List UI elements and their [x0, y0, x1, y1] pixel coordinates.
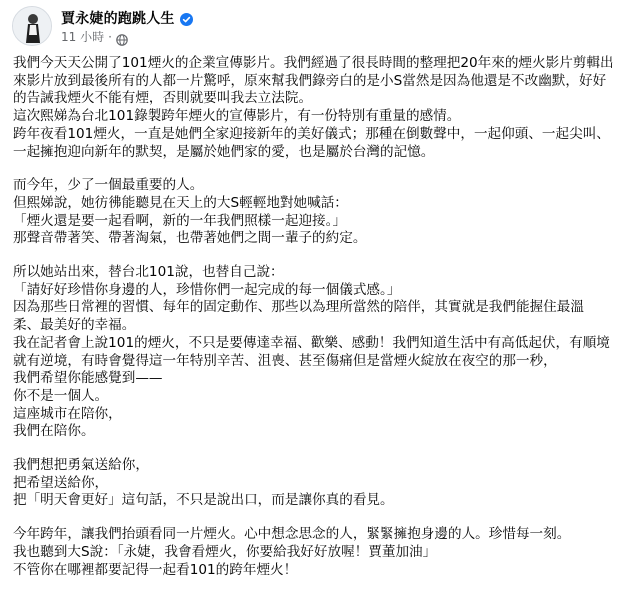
post-text-line: 的告誡我煙火不能有煙，否則就要叫我去立法院。	[13, 90, 313, 107]
post-paragraph	[13, 526, 633, 579]
post-text-line: 但熙娣說，她彷彿能聽見在天上的大S輕輕地對她喊話：	[13, 194, 348, 211]
globe-icon[interactable]	[116, 31, 128, 43]
post-text-line: 我們希望你能感覺到——	[13, 370, 163, 387]
post-timestamp[interactable]: 11 小時	[61, 30, 105, 44]
post-body	[13, 55, 633, 595]
post-text-line: 我們在陪你。	[13, 423, 95, 440]
post-text-line: 我在記者會上說101的煙火，不只是要傳達幸福、歡樂、感動！我們知道生活中有高低起伏，有順境	[13, 334, 610, 351]
post-text-line: 就有逆境，有時會覺得這一年特別辛苦、沮喪、甚至傷痛但是當煙火綻放在夜空的那一秒，	[13, 352, 557, 369]
post-paragraph	[13, 55, 633, 161]
timestamp-row	[61, 29, 193, 45]
verified-badge-icon	[180, 11, 193, 24]
separator-dot: ·	[108, 29, 112, 44]
post-text-line: 把希望送給你，	[13, 474, 109, 491]
post-paragraph	[13, 457, 633, 510]
author-name[interactable]: 賈永婕的跑跳人生	[61, 10, 175, 27]
post-text-line: 這次熙娣為台北101錄製跨年煙火的宣傳影片，有一份特別有重量的感情。	[13, 108, 461, 125]
post-text-line: 不管你在哪裡都要記得一起看101的跨年煙火！	[13, 561, 298, 578]
post-text-line: 我們今天天公開了101煙火的企業宣傳影片。我們經過了很長時間的整理把20年來的煙火影片剪輯出	[13, 55, 614, 71]
post-header	[12, 6, 193, 46]
post-text-line: 「請好好珍惜你身邊的人，珍惜你們一起完成的每一個儀式感。」	[13, 281, 401, 298]
post-text-line: 那聲音帶著笑、帶著淘氣，也帶著她們之間一輩子的約定。	[13, 230, 367, 247]
avatar-portrait-icon	[13, 7, 52, 46]
author-row	[61, 8, 193, 28]
post-text-line: 今年跨年，讓我們抬頭看同一片煙火。心中想念思念的人，緊緊擁抱身邊的人。珍惜每一刻。	[13, 526, 571, 543]
author-avatar[interactable]	[12, 6, 52, 46]
post-text-line: 因為那些日常裡的習慣、每年的固定動作、那些以為理所當然的陪伴，其實就是我們能握住最溫	[13, 299, 584, 316]
post-text-line: 我們想把勇氣送給你，	[13, 457, 149, 474]
post-meta	[61, 8, 193, 45]
post-text-line: 把「明天會更好」這句話，不只是說出口，而是讓你真的看見。	[13, 492, 394, 509]
post-text-line: 來影片放到最後所有的人都一片驚呼，原來幫我們錄旁白的是小S當然是因為他還是不改幽默，好好	[13, 72, 607, 89]
post-text-line: 一起擁抱迎向新年的默契，是屬於她們家的愛，也是屬於台灣的記憶。	[13, 143, 435, 160]
post-text-line: 所以她站出來，替台北101說，也替自己說：	[13, 264, 284, 281]
post-text-line: 這座城市在陪你，	[13, 405, 122, 422]
post-text-line: 我也聽到大S說：「永婕，我會看煙火，你要給我好好放喔！賈董加油」	[13, 543, 437, 560]
post-text-line: 你不是一個人。	[13, 387, 109, 404]
post-text-line: 柔、最美好的幸福。	[13, 317, 136, 334]
post-paragraph	[13, 264, 633, 441]
post-paragraph	[13, 177, 633, 248]
post-text-line: 而今年，少了一個最重要的人。	[13, 177, 204, 194]
post-text-line: 跨年夜看101煙火，一直是她們全家迎接新年的美好儀式；那種在倒數聲中，一起仰頭、一起尖叫、	[13, 125, 610, 142]
post-text-line: 「煙火還是要一起看啊，新的一年我們照樣一起迎接。」	[13, 212, 347, 229]
